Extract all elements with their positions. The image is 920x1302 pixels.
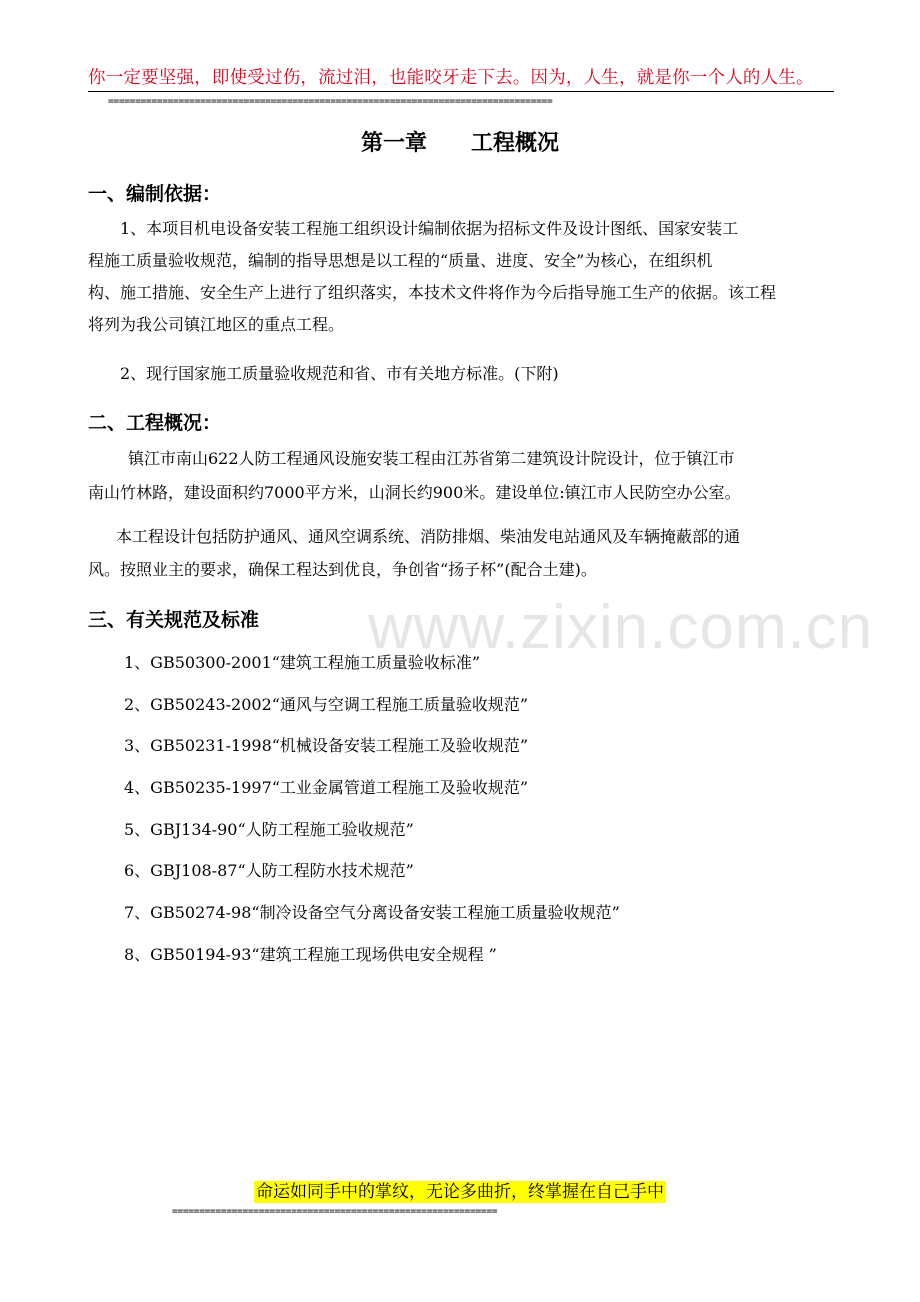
basis-para1-line1: 1、本项目机电设备安装工程施工组织设计编制依据为招标文件及设计图纸、国家安装工: [120, 219, 739, 238]
standard-item-4: 4、GB50235-1997“工业金属管道工程施工及验收规范”: [124, 778, 529, 797]
basis-para2: 2、现行国家施工质量验收规范和省、市有关地方标准。(下附): [120, 364, 559, 383]
overview-para2-line1: 本工程设计包括防护通风、通风空调系统、消防排烟、柴油发电站通风及车辆掩蔽部的通: [116, 527, 741, 546]
standard-item-3: 3、GB50231-1998“机械设备安装工程施工及验收规范”: [124, 736, 529, 755]
standard-item-1: 1、GB50300-2001“建筑工程施工质量验收标准”: [124, 653, 481, 672]
standard-item-6: 6、GBJ108-87“人防工程防水技术规范”: [124, 861, 414, 880]
overview-para1-line2: 南山竹林路，建设面积约7000平方米，山洞长约900米。建设单位:镇江市人民防空办公室。: [88, 483, 741, 502]
overview-para1-line1: 镇江市南山622人防工程通风设施安装工程由江苏省第二建筑设计院设计，位于镇江市: [128, 449, 735, 468]
header-quote: 你一定要坚强，即使受过伤，流过泪，也能咬牙走下去。因为，人生，就是你一个人的人生。: [88, 68, 814, 88]
header-separator: ==================================================================================: [108, 96, 553, 107]
section-heading-standards: 三、有关规范及标准: [88, 609, 260, 631]
standard-item-2: 2、GB50243-2002“通风与空调工程施工质量验收规范”: [124, 695, 529, 714]
basis-para1-line3: 构、施工措施、安全生产上进行了组织落实，本技术文件将作为今后指导施工生产的依据。该工程: [88, 283, 777, 302]
basis-para1-line2: 程施工质量验收规范，编制的指导思想是以工程的“质量、进度、安全”为核心，在组织机: [88, 251, 713, 270]
footer-quote: [0, 1177, 920, 1202]
chapter-title: 第一章 工程概况: [360, 130, 559, 156]
footer-separator: ============================================================: [172, 1206, 498, 1217]
header-divider: [88, 91, 834, 92]
overview-para2-line2: 风。按照业主的要求，确保工程达到优良，争创省“扬子杯”(配合土建)。: [88, 560, 597, 579]
standard-item-7: 7、GB50274-98“制冷设备空气分离设备安装工程施工质量验收规范”: [124, 903, 620, 922]
section-heading-basis: 一、编制依据：: [88, 183, 222, 205]
standard-item-5: 5、GBJ134-90“人防工程施工验收规范”: [124, 820, 414, 839]
section-heading-overview: 二、工程概况：: [88, 412, 222, 434]
footer-quote-text: 命运如同手中的掌纹，无论多曲折，终掌握在自己手中: [256, 1182, 664, 1202]
standard-item-8: 8、GB50194-93“建筑工程施工现场供电安全规程 ”: [124, 945, 497, 964]
watermark: www.zixin.com.cn: [368, 593, 874, 662]
basis-para1-line4: 将列为我公司镇江地区的重点工程。: [88, 315, 345, 334]
